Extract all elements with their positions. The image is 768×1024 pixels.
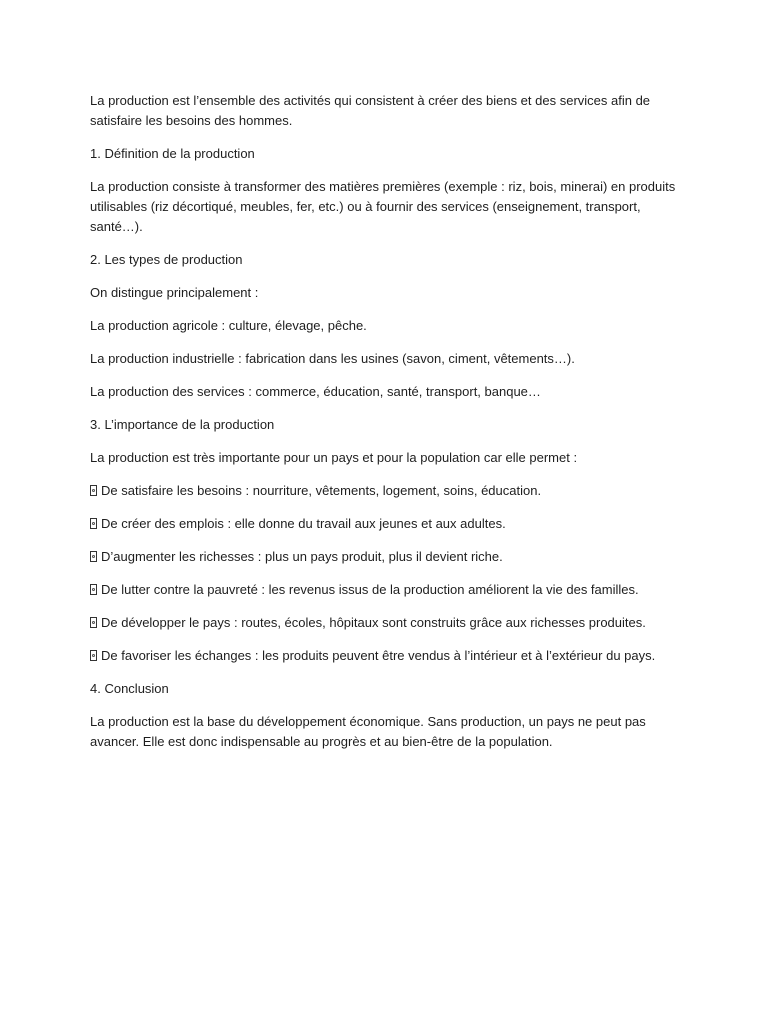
- importance-item-text: De développer le pays : routes, écoles, hôpitaux sont construits grâce aux richesses produites.: [101, 615, 646, 630]
- document-body: [90, 91, 680, 765]
- missing-glyph-icon: [90, 617, 97, 628]
- missing-glyph-icon: [90, 551, 97, 562]
- types-lead: On distingue principalement :: [90, 285, 259, 300]
- importance-item: [90, 481, 680, 501]
- type-services: La production des services : commerce, éducation, santé, transport, banque…: [90, 384, 541, 399]
- type-agricole: La production agricole : culture, élevage, pêche.: [90, 318, 367, 333]
- importance-item-text: D’augmenter les richesses : plus un pays produit, plus il devient riche.: [101, 549, 503, 564]
- importance-item-text: De lutter contre la pauvreté : les revenus issus de la production améliorent la vie des familles.: [101, 582, 639, 597]
- section-heading-conclusion: 4. Conclusion: [90, 681, 169, 696]
- missing-glyph-icon: [90, 584, 97, 595]
- importance-item-text: De créer des emplois : elle donne du travail aux jeunes et aux adultes.: [101, 516, 506, 531]
- missing-glyph-icon: [90, 518, 97, 529]
- intro-paragraph: La production est l’ensemble des activités qui consistent à créer des biens et des services afin de satisfaire les besoins des hommes.: [90, 93, 651, 128]
- missing-glyph-icon: [90, 485, 97, 496]
- section-heading-importance: 3. L’importance de la production: [90, 417, 275, 432]
- type-industrielle: La production industrielle : fabrication dans les usines (savon, ciment, vêtements…).: [90, 351, 575, 366]
- importance-item-text: De favoriser les échanges : les produits peuvent être vendus à l’intérieur et à l’extérieur du pays.: [101, 648, 656, 663]
- importance-item: [90, 580, 680, 600]
- section-heading-definition: 1. Définition de la production: [90, 146, 255, 161]
- importance-item: [90, 613, 680, 633]
- importance-item: [90, 646, 680, 666]
- importance-item-text: De satisfaire les besoins : nourriture, vêtements, logement, soins, éducation.: [101, 483, 542, 498]
- section-heading-types: 2. Les types de production: [90, 252, 243, 267]
- importance-item: [90, 514, 680, 534]
- importance-lead: La production est très importante pour un pays et pour la population car elle permet :: [90, 450, 578, 465]
- conclusion-paragraph: La production est la base du développement économique. Sans production, un pays ne peut pas avancer. Elle est donc indispensable au progrès et au bien-être de la population.: [90, 714, 646, 749]
- importance-item: [90, 547, 680, 567]
- missing-glyph-icon: [90, 650, 97, 661]
- definition-paragraph: La production consiste à transformer des matières premières (exemple : riz, bois, minerai) en produits utilisables (riz décortiqué, meubles, fer, etc.) ou à fournir des services (enseignement, transport, santé…).: [90, 179, 676, 234]
